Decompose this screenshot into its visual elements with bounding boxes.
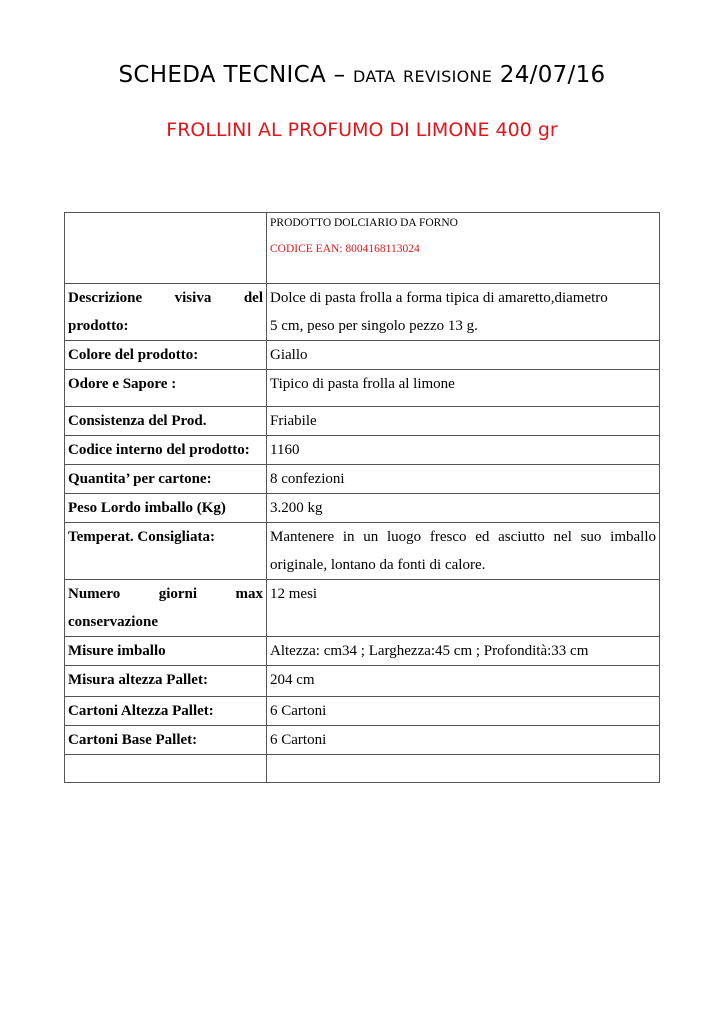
row-label: Odore e Sapore : [65,370,267,407]
row-value [267,523,660,580]
row-label: Misure imballo [65,637,267,666]
ean-code: CODICE EAN: 8004168113024 [270,243,420,255]
table-row [65,726,660,755]
product-name: FROLLINI AL PROFUMO DI LIMONE 400 gr [166,119,558,141]
table-row-empty [65,755,660,783]
row-value: 1160 [267,436,660,465]
row-value: 6 Cartoni [267,697,660,726]
label-line: Numero giorni max [68,586,263,602]
label-line: prodotto: [68,318,129,334]
table-row [65,494,660,523]
table-row [65,637,660,666]
value-line: Dolce di pasta frolla a forma tipica di amaretto,diametro [270,290,608,306]
table-row [65,436,660,465]
empty-cell [267,755,660,783]
row-value: 12 mesi [267,580,660,637]
row-label: Consistenza del Prod. [65,407,267,436]
row-label: Temperat. Consigliata: [65,523,267,580]
row-label [65,580,267,637]
empty-cell [65,755,267,783]
title-prefix: SCHEDA TECNICA – [118,62,353,88]
table-row [65,341,660,370]
table-row [65,407,660,436]
row-value [267,284,660,341]
row-label: Cartoni Altezza Pallet: [65,697,267,726]
table-row [65,465,660,494]
row-label: Codice interno del prodotto: [65,436,267,465]
row-label: Cartoni Base Pallet: [65,726,267,755]
row-value: Friabile [267,407,660,436]
document-title [0,62,724,88]
product-category: PRODOTTO DOLCIARIO DA FORNO [270,217,458,229]
table-row [65,666,660,697]
table-row [65,580,660,637]
label-line: Descrizione visiva del [68,290,263,306]
row-value: Giallo [267,341,660,370]
row-label: Quantita’ per cartone: [65,465,267,494]
row-value: Altezza: cm34 ; Larghezza:45 cm ; Profondità:33 cm [267,637,660,666]
table-row [65,370,660,407]
value-line: Mantenere in un luogo fresco ed asciutto nel suo imballo [270,529,656,545]
table-row [65,697,660,726]
row-label [65,284,267,341]
row-label: Colore del prodotto: [65,341,267,370]
empty-cell [65,213,267,284]
header-cell [267,213,660,284]
label-line: conservazione [68,614,158,630]
value-line: originale, lontano da fonti di calore. [270,557,486,573]
table-row [65,284,660,341]
row-label: Peso Lordo imballo (Kg) [65,494,267,523]
table-row-header [65,213,660,284]
row-value: 3.200 kg [267,494,660,523]
table-row [65,523,660,580]
spec-table [64,212,660,783]
row-label: Misura altezza Pallet: [65,666,267,697]
value-line: 5 cm, peso per singolo pezzo 13 g. [270,318,478,334]
row-value: 204 cm [267,666,660,697]
row-value: 8 confezioni [267,465,660,494]
row-value: Tipico di pasta frolla al limone [267,370,660,407]
row-value: 6 Cartoni [267,726,660,755]
title-revision-date: data revisione 24/07/16 [353,62,606,88]
